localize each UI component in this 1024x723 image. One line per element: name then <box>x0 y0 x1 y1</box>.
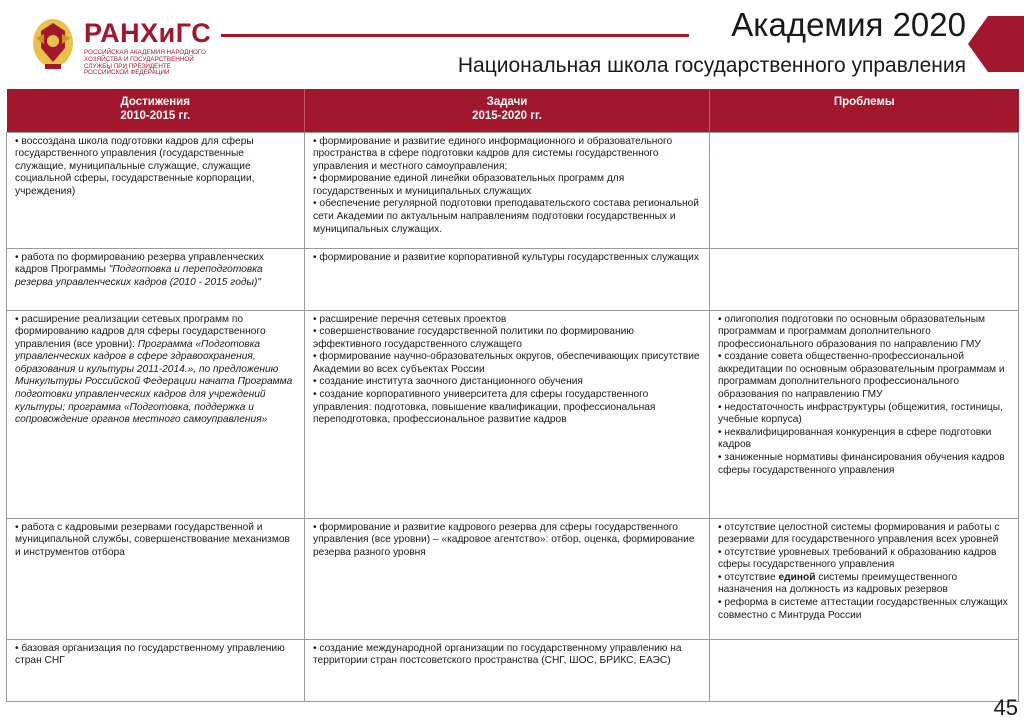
logo-subtitle: РОССИЙСКАЯ АКАДЕМИЯ НАРОДНОГО ХОЗЯЙСТВА И ГОСУДАРСТВЕННОЙ СЛУЖБЫ ПРИ ПРЕЗИДЕНТЕ РОССИЙСКОЙ ФЕДЕРАЦИИ <box>84 49 206 77</box>
table-header-row <box>7 89 1019 132</box>
problems-cell: • олигополия подготовки по основным образовательным программам и программам дополнительного профессионального образования по направлению ГМУ • создание совета общественно-профессиональной аккредитации по основным образовательным программам и программам дополнительного профессионального образования по направлению ГМУ • недостаточность инфраструктуры (общежития, гостиницы, учебные корпуса) • неквалифицированная конкуренция в сфере подготовки кадров • заниженные нормативы финансирования обучения кадров сферы государственного управления <box>710 310 1019 518</box>
column-header-problems: Проблемы <box>710 89 1019 132</box>
logo <box>30 14 210 76</box>
page-title: Академия 2020 <box>731 6 966 43</box>
tasks-cell: • расширение перечня сетевых проектов • совершенствование государственной политики по формированию эффективного государственного служащего • формирование научно-образовательных округов, обеспечивающих присутствие Академии во всех субъектах России • создание института заочного дистанционного обучения • создание корпоративного университета для сферы государственного управления: подготовка, повышение квалификации, профессиональная переподготовка, профессиональное развитие кадров <box>305 310 710 518</box>
problems-cell: • отсутствие целостной системы формирования и работы с резервами для государственного управления всех уровней • отсутствие уровневых требований к образованию кадров сферы государственного управления • отсутствие единой системы преимущественного назначения на должность из кадровых резервов • реформа в системе аттестации государственных служащих совместно с Минтруда России <box>710 518 1019 639</box>
table-row <box>7 248 1019 310</box>
tasks-cell: • создание международной организации по государственному управлению на территории стран постсоветского пространства (СНГ, ШОС, БРИКС, ЕАЭС) <box>305 639 710 701</box>
table-row <box>7 310 1019 518</box>
achievement-cell: • воссоздана школа подготовки кадров для сферы государственного управления (государственные служащие, муниципальные служащие, служащие социальной сферы, государственные корпорации, учреждения) <box>7 132 305 248</box>
achievement-cell: • работа по формированию резерва управленческих кадров Программы "Подготовка и переподготовка резерва управленческих кадров (2010 - 2015 годы)" <box>7 248 305 310</box>
achievement-cell: • работа с кадровыми резервами государственной и муниципальной службы, совершенствование механизмов и инструментов отбора <box>7 518 305 639</box>
achievement-cell: • расширение реализации сетевых программ по формированию кадров для сферы государственного управления (все уровни): Программа «Подготовка управленческих кадров в сфере здравоохранения, образования и культуры 2011-2014.», по предложению Минкультуры Российской Федерации начата Программа подготовки управленческих кадров для учреждений культуры; программа «Подготовка, поддержка и сопровождение органов местного самоуправления» <box>7 310 305 518</box>
table-row <box>7 518 1019 639</box>
strategy-table <box>6 89 1019 702</box>
table-row <box>7 639 1019 701</box>
emblem-icon <box>30 14 76 72</box>
achievement-cell: • базовая организация по государственному управлению стран СНГ <box>7 639 305 701</box>
page-subtitle: Национальная школа государственного управления <box>457 54 966 77</box>
problems-cell <box>710 132 1019 248</box>
page-number: 45 <box>993 695 1018 720</box>
table-row <box>7 132 1019 248</box>
logo-brand: РАНХиГС <box>84 18 212 48</box>
header-divider <box>221 34 689 37</box>
tasks-cell: • формирование и развитие кадрового резерва для сферы государственного управления (все уровни) – «кадровое агентство»: отбор, оценка, формирование резерва разного уровня <box>305 518 710 639</box>
problems-cell <box>710 639 1019 701</box>
problems-cell <box>710 248 1019 310</box>
column-header-tasks: Задачи 2015-2020 гг. <box>305 89 710 132</box>
column-header-achievements: Достижения 2010-2015 гг. <box>7 89 305 132</box>
corner-decoration-icon <box>968 16 1024 72</box>
tasks-cell: • формирование и развитие единого информационного и образовательного пространства в сфере подготовки кадров для системы государственного управления и местного самоуправления; • формирование единой линейки образовательных программ для государственных и муниципальных служащих • обеспечение регулярной подготовки преподавательского состава региональной сети Академии по актуальным направлениям подготовки государственных и муниципальных служащих. <box>305 132 710 248</box>
tasks-cell: • формирование и развитие корпоративной культуры государственных служащих <box>305 248 710 310</box>
